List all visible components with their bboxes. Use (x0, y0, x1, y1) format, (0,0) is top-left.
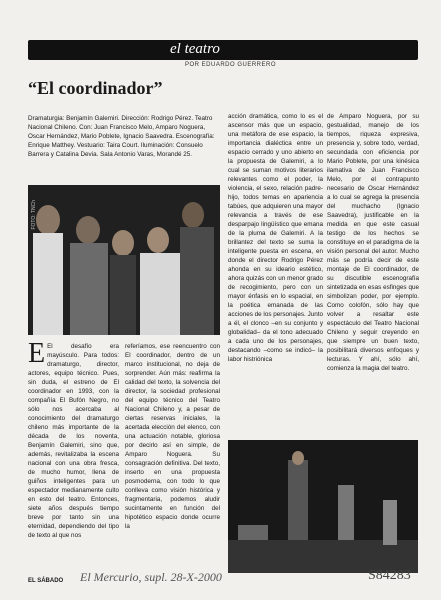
section-header-bar (28, 40, 418, 60)
top-photo (28, 185, 220, 335)
stage-photo (228, 440, 418, 573)
article-column-3: acción dramática, como lo es el ascensor más que un espacio, una metáfora de ese espacio, la importancia dialéctica entre un espacio cerrado y uno abierto en la propuesta de Galemiri, a lo cual se suman motivos literarios relevantes como el poder, la violencia, el sexo, relación padre-hijo, todos temas en apariencia tabúes, que adquieren una mayor relevancia a través de ese desparpajo lingüístico que emana de la pluma de Galemiri. A la brillantez del texto se suma la inteligente puesta en escena, en donde el director Rodrigo Pérez ahonda en su ideario estético, ahora quizás con un menor grado de recogimiento, pero con un mayor énfasis en lo espacial, en la poética emanada de las acciones de los personajes. Junto a él, el clonco –en su conjunto y globalidad– da el tono adecuado a cada uno de los personajes, destacando –como se indicó– la labor histriónica (228, 113, 323, 363)
handwritten-note: El Mercurio, supl. 28-X-2000 (80, 570, 222, 584)
section-title: el teatro (170, 41, 220, 57)
actors-photo-image (28, 185, 220, 335)
footer-label: EL SÁBADO (28, 578, 64, 584)
article-column-4: de Amparo Noguera, por su gestualidad, manejo de los tiempos, riqueza expresiva, presencia y, sobre todo, verdad, secundada con eficiencia por Mario Poblete, por una kinésica ilamativa de Juan Francisco Melo, por el contrapunto necesario de Oscar Hernández a lo cual se agrega la presencia del muchacho (Ignacio Saavedra), justificable en la medida en que este casual testigo de los hechos se constituye en el paradigma de la visión personal del autor. Mucho más se podría decir de este montaje de El coordinador, de su discutible escenografía sintetizada en esas esfinges que simbolizan poder, por ejemplo. Como colofón, sólo hay que volver a resaltar este espectáculo del Teatro Nacional Chileno y seguir creyendo en que siempre un buen texto, posibilitará diversos enfoques y lecturas. Y ahí, sólo ahí, comienza la magia del teatro. (327, 113, 419, 372)
column-1-text: El desafío era mayúsculo. Para todos: dramaturgo, director, actores, equipo técnico. Pues, sin duda, el estreno de El coordinador en 1993, con la compañía El Bufón Negro, no sólo nos acercaba al conocimiento del dramaturgo chileno más importante de la década de los noventa, Benjamín Galemiri, sino que, además, revitalizaba la escena nacional con una obra fresca, de mucho humor, llena de guiños inteligentes para un espectador medianamente culto en esto del teatro. Entonces, siete años después tiempo breve por tanto sin una eternidad, dependiendo del tipo de texto al que nos (28, 343, 119, 539)
headline: “El coordinador” (28, 78, 163, 98)
stage-photo-image (228, 440, 418, 573)
credits: Dramaturgia: Benjamín Galemiri. Dirección: Rodrigo Pérez. Teatro Nacional Chileno. Con: Juan Francisco Melo, Amparo Noguera, Oscar Hernández, Mario Poblete, Ignacio Saavedra. Escenografía: Enrique Matthey. Vestuario: Taira Court. Iluminación: Consuelo Barrera y Catalina Devia. Sala Antonio Varas, Morandé 25. (28, 115, 215, 158)
article-column-1 (28, 338, 119, 540)
photo-credit: FOTO: TNCh (31, 200, 37, 230)
article-column-2: referíamos, ese reencuentro con El coordinador, dentro de un marco institucional, no deja de sorprender. Aún más: reafirma la calidad del texto, la solvencia del director, la sociedad profesional del equipo técnico del Teatro Nacional Chileno y, a pesar de ciertas reservas iniciales, la acertada elección del elenco, con una actuación notable, gloriosa por decirlo así en simple, de Amparo Noguera. Su consagración definitiva. Del texto, inserto en una propuesta posmoderna, con todo lo que conlleva como visión histórica y fragmentaria, podemos aludir sucintamente en función del hipotético espacio donde ocurre la (125, 343, 220, 530)
byline: POR EDUARDO GUERRERO (185, 62, 277, 68)
drop-cap: E (28, 338, 46, 369)
document-number: S84283 (368, 568, 411, 583)
